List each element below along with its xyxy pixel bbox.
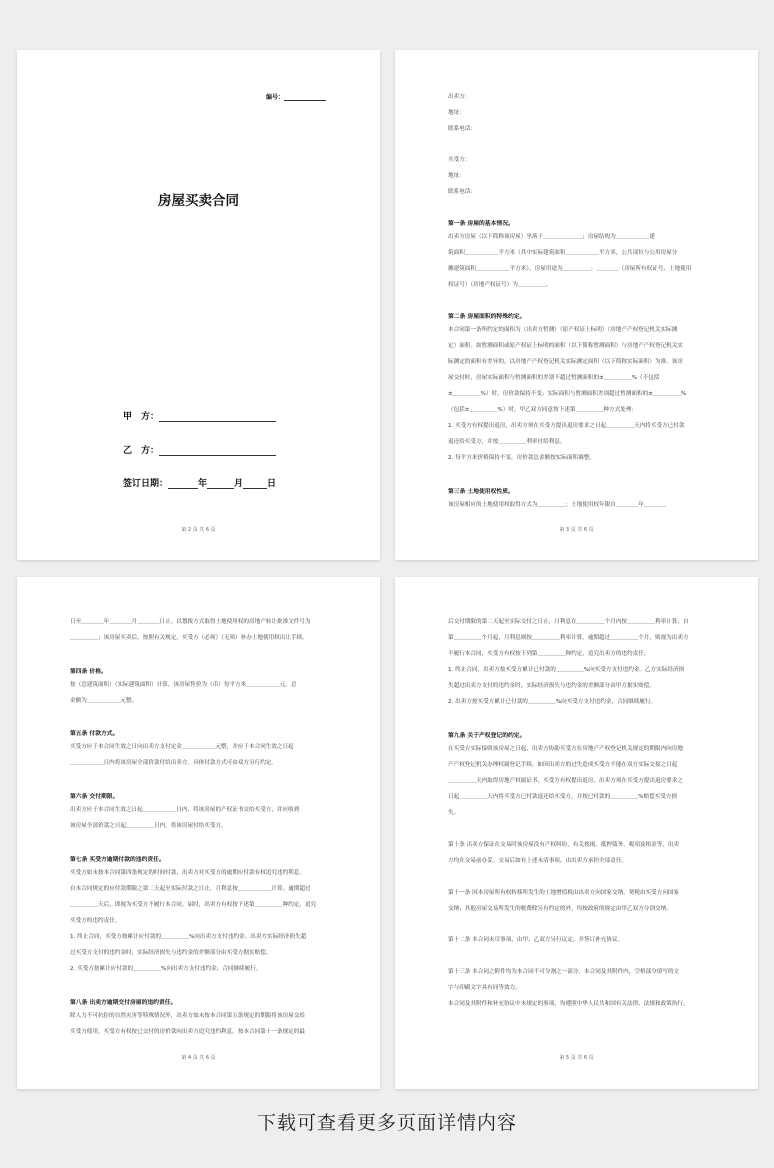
day-label: 日 — [267, 479, 277, 489]
paragraph-line: 买受方的违约责任。 — [70, 918, 121, 924]
paragraph-line: 出卖方应于本合同生效之日起＿＿＿＿＿＿日内，将该房屋的产权证书交给买受方，并应收到 — [70, 807, 300, 813]
paragraph-line: 退还给买受方，并按＿＿＿＿＿利率付给利息。 — [448, 439, 566, 445]
document-page-2 — [395, 50, 758, 560]
paragraph-line: 买受方使用，买受方有权按已交付的房价款向出卖方追究违约利息。按本合同第十一条规定的最 — [70, 1029, 305, 1035]
paragraph-line: 后交付期限的第二天起至实际交付之日止，月利息在＿＿＿＿＿个月内按＿＿＿＿＿利率计算；自 — [448, 619, 689, 625]
page-footer: 第 5 页 共 6 页 — [559, 1055, 594, 1061]
party-a-line — [123, 409, 276, 422]
sign-date-line — [123, 476, 276, 489]
paragraph-line: 买受方应于本合同生效之日向出卖方支付定金＿＿＿＿＿＿元整，并应于本合同生效之日起 — [70, 744, 294, 750]
paragraph-line: 过买受方支付的违约金时，实际经济损失与违约金的差额部分由买受方据实赔偿。 — [70, 950, 272, 956]
paragraph-line: 筑面积＿＿＿＿＿＿平方米（其中实际建筑面积＿＿＿＿＿＿平方米，公共部位与公用房屋分 — [448, 250, 678, 256]
buyer-phone-label: 联系电话： — [448, 189, 476, 195]
seller-label: 出卖方： — [448, 94, 471, 100]
paragraph-line: 日起＿＿＿＿＿天内将买受方已付款退还给买受方，并按已付款的＿＿＿＿＿%赔偿买受方损 — [448, 794, 678, 800]
paragraph-line: ＿＿＿＿＿天后，即视为买受方不履行本合同。届时，出卖方有权按下述第＿＿＿＿＿种约定，追究 — [70, 902, 317, 908]
section-heading: 第二条 房屋面积的特殊约定。 — [448, 314, 526, 320]
paragraph-line: ＿＿＿＿＿天内取得房地产权属证书，买受方有权提出退房，出卖方须在买受方提出退房要求之 — [448, 778, 683, 784]
paragraph-line: 1. 终止合同，买受方按累计应付款的＿＿＿＿＿%向出卖方支付违约金。出卖方实际经济损失超 — [70, 934, 307, 940]
paragraph-line: 除人力不可抗拒的自然灾害等特殊情况外，出卖方如未按本合同第五条规定的期限将该房屋交给 — [70, 1013, 305, 1019]
page-footer: 第 4 页 共 6 页 — [181, 1055, 216, 1061]
seller-address-label: 地址： — [448, 110, 465, 116]
party-a-label: 甲 方： — [123, 412, 160, 422]
paragraph-line: 2. 出卖方按买受方累计已付款的＿＿＿＿＿%向买受方支付违约金，合同继续履行。 — [448, 699, 657, 705]
party-b-label: 乙 方： — [123, 446, 160, 456]
paragraph-line: 定）面积。如暂测面积或原产权证上标明的面积（以下简称暂测面积）与房地产产权登记机关实 — [448, 343, 683, 349]
paragraph-line: 本合同及其附件和补充协议中未规定的事项，均遵照中华人民共和国有关法律、法规和政策执行。 — [448, 1001, 689, 1007]
paragraph-line: ＿＿＿＿＿＿日内将该房屋全部价款付给出卖方。具体付款方式可由双方另行约定。 — [70, 760, 277, 766]
section-heading: 第三条 土地使用权性质。 — [448, 489, 514, 495]
section-heading: 第四条 价格。 — [70, 669, 107, 675]
paragraph-line: 第十一条 因本房屋所有权转移所发生的土地增值税由出卖方向国家交纳，契税由买受方向国家 — [448, 890, 680, 896]
section-heading: 第一条 房屋的基本情况。 — [448, 221, 514, 227]
paragraph-line: 在买受方实际接收该房屋之日起，出卖方协助买受方在房地产产权登记机关规定的期限内向房地 — [448, 746, 683, 752]
paragraph-line: 出卖方房屋（以下简称该房屋）坐落于＿＿＿＿＿＿＿；房屋结构为＿＿＿＿＿＿建 — [448, 234, 655, 240]
paragraph-line: 按（总建筑面积）（实际建筑面积）计算，该房屋售价为（币）每平方米＿＿＿＿＿＿元，总 — [70, 682, 297, 688]
paragraph-line: 屋交付时，房屋实际面积与暂测面积的差别不超过暂测面积的±＿＿＿＿＿%（不包括 — [448, 375, 660, 381]
day-blank — [243, 479, 267, 489]
paragraph-line: 摊建筑面积＿＿＿＿＿＿平方米），房屋用途为＿＿＿＿＿；＿＿＿＿（房屋所有权证号、土地使用 — [448, 266, 692, 272]
paragraph-line: ＿＿＿＿＿；该房屋买卖后，按照有关规定，买受方（必须）（无须）补办土地使用权出让手续。 — [70, 635, 308, 641]
paragraph-line: 日至＿＿＿＿年＿＿＿＿月＿＿＿＿日止。以划拨方式取得土地使用权的房地产转让批准文件号为 — [70, 619, 311, 625]
section-heading: 第八条 出卖方逾期交付房屋的违约责任。 — [70, 1000, 177, 1006]
paragraph-line: 失。 — [448, 810, 460, 816]
paragraph-line: 产产权登记机关办理权属登记手续。如因出卖方的过失造成买受方不能在双方实际交接之日起 — [448, 762, 678, 768]
paragraph-line: 际测定的面积有差异的，以房地产产权登记机关实际测定面积（以下简称实际面积）为准。该房 — [448, 359, 683, 365]
paragraph-line: 第十二条 本合同未尽事项，由甲、乙双方另行议定，并签订补充协议。 — [448, 937, 624, 943]
page-title: 房屋买卖合同 — [158, 193, 239, 209]
paragraph-line: 2. 买受方按累计应付款的＿＿＿＿＿%向出卖方支付违约金，合同继续履行。 — [70, 966, 262, 972]
paragraph-line: ±＿＿＿＿＿%）时，房价款保持不变；实际面积与暂测面积差别超过暂测面积的±＿＿＿＿＿% — [448, 391, 687, 397]
sign-date-label: 签订日期： — [123, 479, 169, 489]
seller-phone-label: 联系电话： — [448, 126, 476, 132]
buyer-label: 买受方： — [448, 157, 471, 163]
contract-number-field — [266, 92, 326, 101]
section-heading: 第七条 买受方逾期付款的违约责任。 — [70, 857, 165, 863]
paragraph-line: 买受方如未按本合同第四条规定的时间付款，出卖方对买受方的逾期应付款有权追究违约利息。 — [70, 870, 305, 876]
paragraph-line: 失超过出卖方支付的违约金时，实际经济损失与违约金的差额部分由甲方据实赔偿。 — [448, 683, 655, 689]
paragraph-line: 2. 每平方米价格保持不变，房价款总金额按实际面积调整。 — [448, 455, 595, 461]
month-label: 月 — [234, 479, 244, 489]
buyer-address-label: 地址： — [448, 173, 465, 179]
paragraph-line: 1. 终止合同，出卖方按买受方累计已付款的＿＿＿＿＿%向买受方支付违约金。乙方实际经济损 — [448, 667, 685, 673]
paragraph-line: 方均在交易前办妥。交易后如有上述未清事项，由出卖方承担全部责任。 — [448, 858, 628, 864]
page-footer: 第 2 页 共 6 页 — [181, 527, 216, 533]
paragraph-line: 权证号）（房地产权证号）为＿＿＿＿＿。 — [448, 282, 552, 288]
paragraph-line: 不履行本合同，买受方有权按下列第＿＿＿＿＿种约定，追究出卖方的违约责任。 — [448, 651, 650, 657]
paragraph-line: 第十三条 本合同之附件均为本合同不可分割之一部分。本合同及其附件内，空格部分填写的文 — [448, 969, 680, 975]
party-b-line — [123, 443, 276, 456]
paragraph-line: 第十条 出卖方保证在交易时该房屋没有产权纠纷，有关按揭、抵押债务、税项及租金等，出卖 — [448, 842, 680, 848]
page-footer: 第 3 页 共 6 页 — [559, 527, 594, 533]
party-b-blank — [159, 446, 276, 456]
paragraph-line: 第＿＿＿＿＿个月起，月利息则按＿＿＿＿＿利率计算。逾期超过＿＿＿＿＿个月，则视为出卖方 — [448, 635, 689, 641]
paragraph-line: 该房屋相应的土地使用权取得方式为＿＿＿＿＿；土地使用权年限自＿＿＿＿年＿＿＿＿ — [448, 502, 667, 508]
contract-number-label: 编号： — [266, 94, 285, 101]
paragraph-line: 交纳；其他房屋交易所发生的税费除另有约定的外，均按政府的规定由甲乙双方分别交纳。 — [448, 906, 672, 912]
month-blank — [207, 479, 234, 489]
contract-number-blank — [284, 94, 326, 101]
paragraph-line: 自本合同规定的应付款期限之第二天起至实际付款之日止，月利息按＿＿＿＿＿＿计算。逾期超过 — [70, 886, 311, 892]
paragraph-line: 金额为＿＿＿＿＿＿元整。 — [70, 698, 138, 704]
year-label: 年 — [198, 479, 208, 489]
document-page-3 — [17, 577, 380, 1089]
paragraph-line: 本合同第一条所约定的面积为（出卖方暂测）（原产权证上标明）（房地产产权登记机关实际测 — [448, 327, 678, 333]
document-page-cover — [17, 50, 380, 560]
section-heading: 第五条 付款方式。 — [70, 731, 119, 737]
document-page-4 — [395, 577, 758, 1089]
section-heading: 第六条 交付期限。 — [70, 794, 119, 800]
download-more-caption: 下载可查看更多页面详情内容 — [256, 1112, 517, 1134]
paragraph-line: 该房屋全部价款之日起＿＿＿＿＿日内，将该房屋付给买受方。 — [70, 823, 227, 829]
party-a-blank — [159, 412, 276, 422]
paragraph-line: 字与印刷文字具有同等效力。 — [448, 985, 521, 991]
section-heading: 第九条 关于产权登记的约定。 — [448, 733, 526, 739]
paragraph-line: 1. 买受方有权提出退房，出卖方须在买受方提出退房要求之日起＿＿＿＿＿天内将买受方已付款 — [448, 423, 685, 429]
paragraph-line: （包括±＿＿＿＿＿%）时，甲乙双方同意按下述第＿＿＿＿＿种方式处理： — [448, 407, 638, 413]
year-blank — [168, 479, 198, 489]
